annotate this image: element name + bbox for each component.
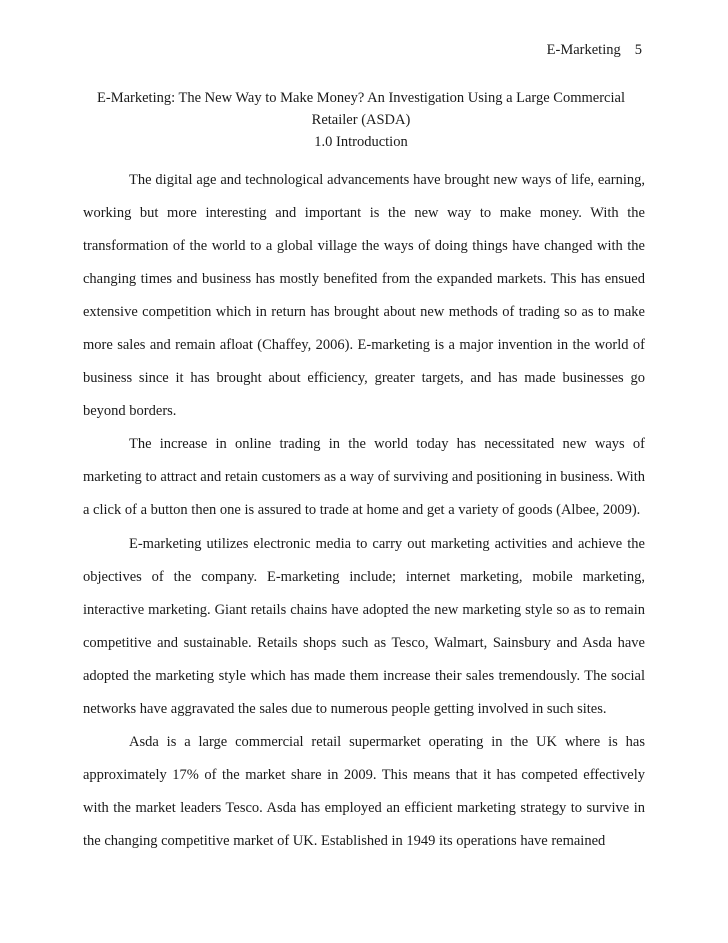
paragraph-1: The digital age and technological advancements have brought new ways of life, earning, working but more interesting and important is the new way to make money. With the transformation of the world to a global village the ways of doing things have changed with the changing times and business has mostly benefited from the expanded markets. This has ensued extensive competition which in return has brought about new methods of trading so as to make more sales and remain afloat (Chaffey, 2006). E-marketing is a major invention in the world of business since it has brought about efficiency, greater targets, and has made businesses go beyond borders.: [83, 172, 645, 420]
paragraph-4: Asda is a large commercial retail supermarket operating in the UK where is has approximately 17% of the market share in 2009. This means that it has competed effectively with the market leaders Tesco. Asda has employed an efficient marketing strategy to survive in the changing competitive market of UK. Established in 1949 its operations have remained: [83, 733, 645, 849]
title-block: [78, 87, 644, 153]
document-title-line-1: E-Marketing: The New Way to Make Money? An Investigation Using a Large Commercial: [97, 90, 625, 106]
document-title-line-2: Retailer (ASDA): [311, 112, 411, 128]
body-text: [83, 164, 645, 858]
section-heading: 1.0 Introduction: [314, 134, 408, 150]
page-number: 5: [634, 42, 642, 58]
paragraph-2: The increase in online trading in the world today has necessitated new ways of marketing to attract and retain customers as a way of surviving and positioning in business. With a click of a button then one is assured to trade at home and get a variety of goods (Albee, 2009).: [83, 436, 645, 519]
running-head-title: E-Marketing: [546, 42, 621, 58]
running-head: [547, 41, 642, 59]
paragraph-3: E-marketing utilizes electronic media to carry out marketing activities and achieve the objectives of the company. E-marketing include; internet marketing, mobile marketing, interactive marketing. Giant retails chains have adopted the new marketing style so as to remain competitive and sustainable. Retails shops such as Tesco, Walmart, Sainsbury and Asda have adopted the marketing style which has made them increase their sales tremendously. The social networks have aggravated the sales due to numerous people getting involved in such sites.: [83, 535, 645, 717]
